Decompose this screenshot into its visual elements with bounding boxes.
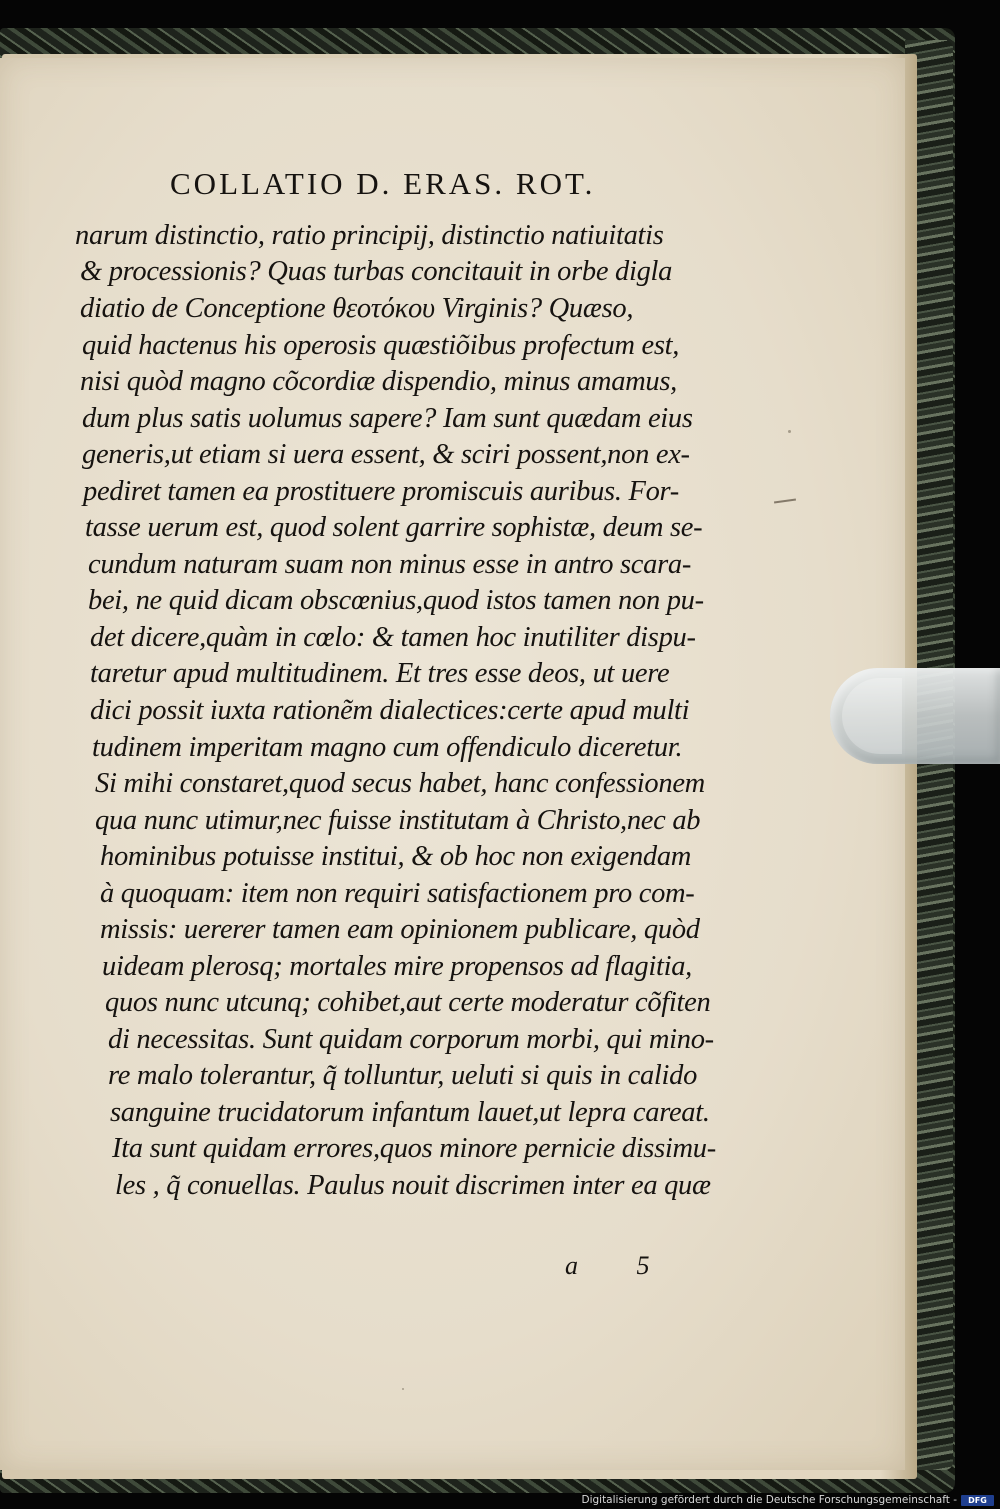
text-line: bei, ne quid dicam obscœnius,quod istos tamen non pu-	[88, 585, 704, 616]
text-line: det dicere,quàm in cœlo: & tamen hoc inutiliter dispu-	[90, 622, 696, 653]
text-line: missis: uererer tamen eam opinionem publicare, quòd	[100, 914, 700, 945]
text-line: pediret tamen ea prostituere promiscuis auribus. For-	[83, 476, 679, 507]
text-line: hominibus potuisse institui, & ob hoc non exigendam	[100, 841, 692, 872]
running-head: COLLATIO D. ERAS. ROT.	[170, 166, 596, 201]
signature-mark: a 5	[565, 1251, 676, 1280]
text-line: narum distinctio, ratio principij, distinctio natiuitatis	[75, 220, 664, 251]
text-line: sanguine trucidatorum infantum lauet,ut lepra careat.	[110, 1097, 710, 1128]
text-line: les , q̃ conuellas. Paulus nouit discrimen inter ea quæ	[115, 1170, 711, 1201]
text-line: taretur apud multitudinem. Et tres esse deos, ut uere	[90, 658, 670, 689]
text-line: cundum naturam suam non minus esse in antro scara-	[88, 549, 692, 580]
text-line: tasse uerum est, quod solent garrire sophistæ, deum se-	[85, 512, 703, 543]
page-clip	[830, 668, 1000, 764]
text-line: dici possit iuxta rationẽm dialectices:certe apud multi	[90, 695, 690, 726]
text-line: generis,ut etiam si uera essent, & sciri possent,non ex-	[82, 439, 690, 470]
book-page	[0, 58, 905, 1470]
text-line: dum plus satis uolumus sapere? Iam sunt quædam eius	[82, 403, 693, 434]
text-line: & processionis? Quas turbas concitauit in orbe digla	[80, 256, 673, 287]
text-line: quid hactenus his operosis quæstiõibus profectum est,	[82, 330, 680, 361]
text-line: Ita sunt quidam errores,quos minore pernicie dissimu-	[112, 1133, 716, 1164]
text-line: uideam plerosq; mortales mire propensos ad flagitia,	[102, 951, 692, 982]
text-line: quos nunc utcunq; cohibet,aut certe moderatur cõfiten	[105, 987, 711, 1018]
text-line: di necessitas. Sunt quidam corporum morbi, qui mino-	[108, 1024, 714, 1055]
dfg-logo: DFG	[961, 1495, 994, 1506]
text-line: diatio de Conceptione θεοτόκου Virginis? Quæso,	[80, 293, 634, 324]
text-line: re malo tolerantur, q̃ tolluntur, ueluti si quis in calido	[108, 1060, 698, 1091]
text-line: qua nunc utimur,nec fuisse institutam à Christo,nec ab	[95, 805, 701, 836]
page-text	[0, 58, 905, 1470]
text-line: à quoquam: item non requiri satisfactionem pro com-	[100, 878, 695, 909]
clip-highlight	[842, 678, 902, 754]
text-line: Si mihi constaret,quod secus habet, hanc confessionem	[95, 768, 705, 799]
text-line: tudinem imperitam magno cum offendiculo diceretur.	[92, 732, 683, 763]
funding-credit: Digitalisierung gefördert durch die Deutsche Forschungsgemeinschaft -	[581, 1494, 957, 1506]
text-line: nisi quòd magno cõcordiæ dispendio, minus amamus,	[80, 366, 677, 397]
